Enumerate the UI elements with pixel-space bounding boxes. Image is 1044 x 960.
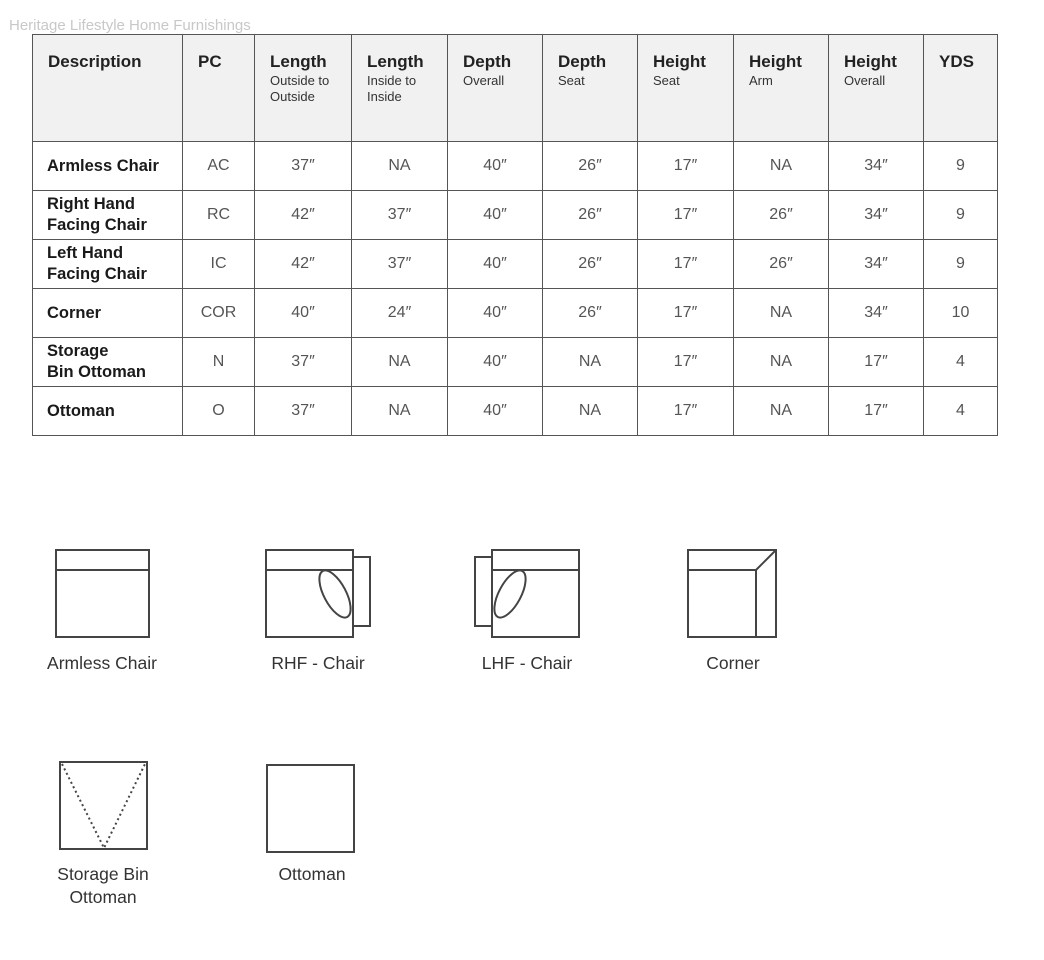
table-cell: 40″ bbox=[448, 338, 543, 387]
table-cell: 17″ bbox=[638, 142, 734, 191]
table-cell: 17″ bbox=[638, 289, 734, 338]
desc-line: Right Hand bbox=[47, 195, 135, 213]
storage-bin-ottoman-diagram bbox=[59, 761, 149, 852]
table-cell: 17″ bbox=[638, 338, 734, 387]
table-cell: 37″ bbox=[352, 191, 448, 240]
label-line: Storage Bin bbox=[57, 864, 149, 884]
table-cell: 4 bbox=[924, 338, 998, 387]
dimensions-table bbox=[32, 34, 998, 436]
table-cell: COR bbox=[183, 289, 255, 338]
table-row bbox=[33, 240, 998, 289]
corner-label: Corner bbox=[706, 653, 760, 673]
table-cell: 17″ bbox=[638, 191, 734, 240]
header-height-arm: Height Arm bbox=[734, 35, 829, 142]
table-cell: NA bbox=[734, 142, 829, 191]
rhf-chair-label: RHF - Chair bbox=[271, 653, 365, 673]
table-cell: 37″ bbox=[255, 338, 352, 387]
table-row bbox=[33, 289, 998, 338]
lhf-chair-diagram bbox=[473, 549, 583, 640]
table-cell: 34″ bbox=[829, 191, 924, 240]
table-cell: 26″ bbox=[734, 240, 829, 289]
row-description bbox=[33, 338, 183, 387]
table-cell: 17″ bbox=[829, 338, 924, 387]
table-cell: 34″ bbox=[829, 240, 924, 289]
desc-line: Facing Chair bbox=[47, 265, 147, 283]
row-description: Corner bbox=[33, 289, 183, 338]
table-cell: NA bbox=[352, 387, 448, 436]
table-cell: 24″ bbox=[352, 289, 448, 338]
table-cell: 34″ bbox=[829, 289, 924, 338]
header-length-inside: Length Inside to Inside bbox=[352, 35, 448, 142]
table-header-row bbox=[33, 35, 998, 142]
table-cell: 40″ bbox=[255, 289, 352, 338]
ottoman-label: Ottoman bbox=[278, 864, 346, 884]
table-cell: O bbox=[183, 387, 255, 436]
table-cell: NA bbox=[734, 387, 829, 436]
header-yds: YDS bbox=[924, 35, 998, 142]
table-cell: NA bbox=[352, 142, 448, 191]
table-cell: NA bbox=[543, 387, 638, 436]
desc-line: Bin Ottoman bbox=[47, 363, 146, 381]
table-row bbox=[33, 191, 998, 240]
header-height-overall: Height Overall bbox=[829, 35, 924, 142]
table-row bbox=[33, 142, 998, 191]
table-cell: 42″ bbox=[255, 240, 352, 289]
armless-chair-diagram bbox=[55, 549, 152, 640]
row-description: Armless Chair bbox=[33, 142, 183, 191]
table-cell: 42″ bbox=[255, 191, 352, 240]
table-row bbox=[33, 387, 998, 436]
table-cell: N bbox=[183, 338, 255, 387]
table-cell: 40″ bbox=[448, 142, 543, 191]
table-cell: 9 bbox=[924, 191, 998, 240]
desc-line: Facing Chair bbox=[47, 216, 147, 234]
corner-diagram bbox=[686, 549, 780, 640]
ottoman-icon bbox=[266, 764, 356, 855]
table-cell: 40″ bbox=[448, 387, 543, 436]
table-cell: 26″ bbox=[734, 191, 829, 240]
header-depth-seat: Depth Seat bbox=[543, 35, 638, 142]
table-cell: NA bbox=[543, 338, 638, 387]
row-description bbox=[33, 191, 183, 240]
table-cell: 10 bbox=[924, 289, 998, 338]
table-cell: IC bbox=[183, 240, 255, 289]
table-cell: AC bbox=[183, 142, 255, 191]
lhf-chair-icon bbox=[473, 549, 583, 640]
armless-chair-icon bbox=[55, 549, 152, 640]
row-description: Ottoman bbox=[33, 387, 183, 436]
watermark-text: Heritage Lifestyle Home Furnishings bbox=[9, 17, 251, 34]
ottoman-diagram bbox=[266, 764, 356, 855]
table-cell: 40″ bbox=[448, 191, 543, 240]
table-cell: 40″ bbox=[448, 289, 543, 338]
table-cell: 37″ bbox=[255, 387, 352, 436]
header-height-seat: Height Seat bbox=[638, 35, 734, 142]
row-description bbox=[33, 240, 183, 289]
table-cell: 9 bbox=[924, 240, 998, 289]
table-row bbox=[33, 338, 998, 387]
rhf-chair-diagram bbox=[264, 549, 374, 640]
table-cell: NA bbox=[352, 338, 448, 387]
table-cell: 17″ bbox=[638, 387, 734, 436]
table-cell: 26″ bbox=[543, 289, 638, 338]
storage-bin-ottoman-icon bbox=[59, 761, 149, 852]
table-cell: 40″ bbox=[448, 240, 543, 289]
desc-line: Left Hand bbox=[47, 244, 124, 262]
table-cell: RC bbox=[183, 191, 255, 240]
label-line: Ottoman bbox=[69, 887, 137, 907]
header-description: Description bbox=[33, 35, 183, 142]
table-cell: 37″ bbox=[352, 240, 448, 289]
header-length-outside: Length Outside to Outside bbox=[255, 35, 352, 142]
table-cell: 26″ bbox=[543, 240, 638, 289]
table-cell: 17″ bbox=[638, 240, 734, 289]
desc-line: Storage bbox=[47, 342, 109, 360]
armless-chair-label: Armless Chair bbox=[47, 653, 157, 673]
corner-icon bbox=[686, 549, 780, 640]
table-cell: NA bbox=[734, 289, 829, 338]
lhf-chair-label: LHF - Chair bbox=[481, 653, 573, 673]
header-depth-overall: Depth Overall bbox=[448, 35, 543, 142]
table-cell: 17″ bbox=[829, 387, 924, 436]
table-cell: 26″ bbox=[543, 142, 638, 191]
table-cell: 37″ bbox=[255, 142, 352, 191]
rhf-chair-icon bbox=[264, 549, 374, 640]
table-cell: 34″ bbox=[829, 142, 924, 191]
table-cell: 9 bbox=[924, 142, 998, 191]
table-cell: 4 bbox=[924, 387, 998, 436]
table-cell: NA bbox=[734, 338, 829, 387]
header-pc: PC bbox=[183, 35, 255, 142]
table-cell: 26″ bbox=[543, 191, 638, 240]
storage-bin-ottoman-label bbox=[31, 863, 175, 909]
